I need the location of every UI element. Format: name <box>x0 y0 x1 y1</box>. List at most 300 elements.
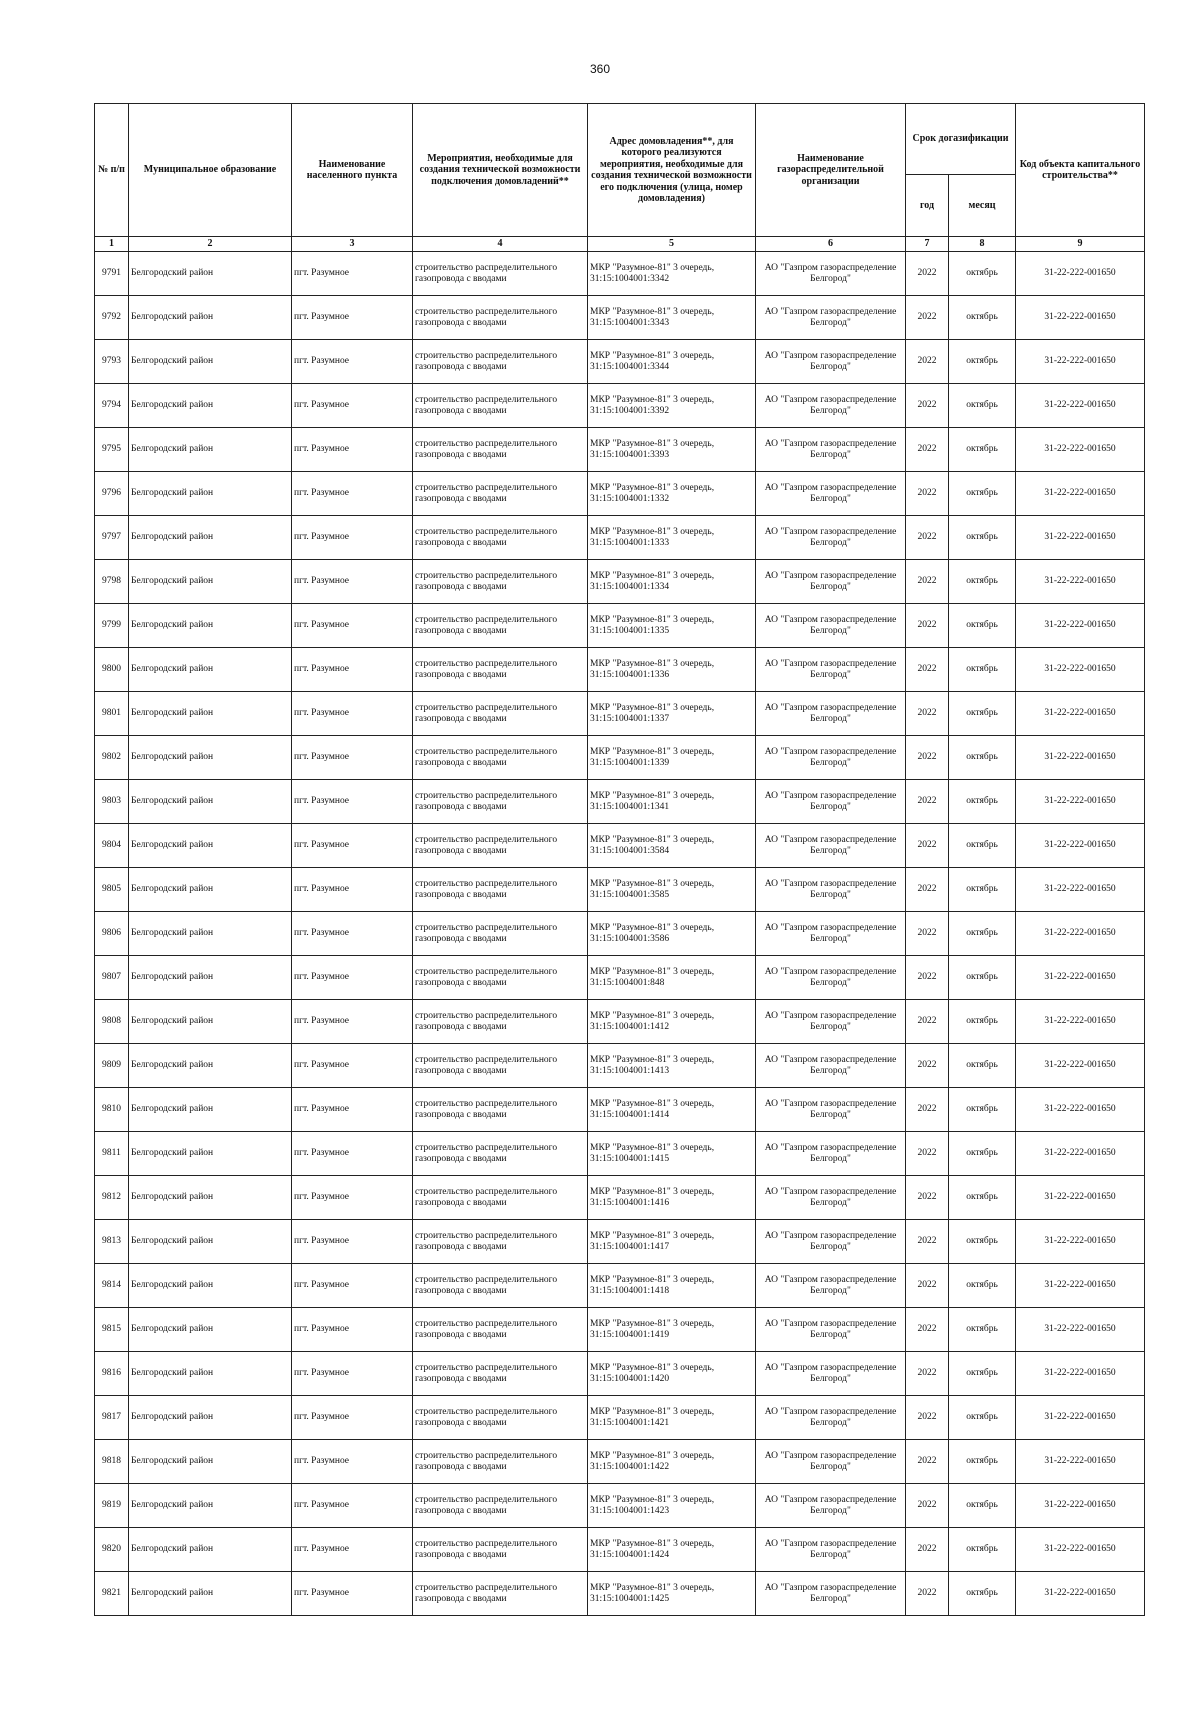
organization-cell: АО "Газпром газораспределение Белгород" <box>756 604 906 648</box>
organization-cell: АО "Газпром газораспределение Белгород" <box>756 1572 906 1616</box>
table-row <box>95 1132 1145 1176</box>
table-row <box>95 868 1145 912</box>
organization-cell: АО "Газпром газораспределение Белгород" <box>756 1220 906 1264</box>
table-row <box>95 1044 1145 1088</box>
settlement-cell: пгт. Разумное <box>292 428 413 472</box>
table-row <box>95 1440 1145 1484</box>
measures-cell: строительство распределительного газопровода с вводами <box>413 780 588 824</box>
address-cell: МКР "Разумное-81" 3 очередь, 31:15:1004001:1333 <box>588 516 756 560</box>
organization-cell: АО "Газпром газораспределение Белгород" <box>756 1000 906 1044</box>
organization-cell: АО "Газпром газораспределение Белгород" <box>756 1308 906 1352</box>
year-cell: 2022 <box>906 1440 949 1484</box>
address-cell: МКР "Разумное-81" 3 очередь, 31:15:1004001:1341 <box>588 780 756 824</box>
organization-cell: АО "Газпром газораспределение Белгород" <box>756 1132 906 1176</box>
column-number: 9 <box>1016 237 1145 252</box>
settlement-cell: пгт. Разумное <box>292 648 413 692</box>
organization-cell: АО "Газпром газораспределение Белгород" <box>756 1044 906 1088</box>
organization-cell: АО "Газпром газораспределение Белгород" <box>756 868 906 912</box>
month-cell: октябрь <box>949 1572 1016 1616</box>
settlement-cell: пгт. Разумное <box>292 1176 413 1220</box>
settlement-cell: пгт. Разумное <box>292 912 413 956</box>
row-number: 9818 <box>95 1440 129 1484</box>
municipality-cell: Белгородский район <box>129 824 292 868</box>
header-row-main <box>95 104 1145 175</box>
row-number: 9792 <box>95 296 129 340</box>
table-row <box>95 736 1145 780</box>
settlement-cell: пгт. Разумное <box>292 252 413 296</box>
month-cell: октябрь <box>949 516 1016 560</box>
column-number: 3 <box>292 237 413 252</box>
measures-cell: строительство распределительного газопровода с вводами <box>413 472 588 516</box>
municipality-cell: Белгородский район <box>129 340 292 384</box>
municipality-cell: Белгородский район <box>129 296 292 340</box>
municipality-cell: Белгородский район <box>129 604 292 648</box>
row-number: 9795 <box>95 428 129 472</box>
organization-cell: АО "Газпром газораспределение Белгород" <box>756 1396 906 1440</box>
year-cell: 2022 <box>906 340 949 384</box>
municipality-cell: Белгородский район <box>129 1572 292 1616</box>
address-cell: МКР "Разумное-81" 3 очередь, 31:15:1004001:1413 <box>588 1044 756 1088</box>
settlement-cell: пгт. Разумное <box>292 1264 413 1308</box>
organization-cell: АО "Газпром газораспределение Белгород" <box>756 516 906 560</box>
municipality-cell: Белгородский район <box>129 1044 292 1088</box>
municipality-cell: Белгородский район <box>129 1484 292 1528</box>
year-cell: 2022 <box>906 736 949 780</box>
year-cell: 2022 <box>906 956 949 1000</box>
address-cell: МКР "Разумное-81" 3 очередь, 31:15:1004001:3584 <box>588 824 756 868</box>
settlement-cell: пгт. Разумное <box>292 1044 413 1088</box>
address-cell: МКР "Разумное-81" 3 очередь, 31:15:1004001:3343 <box>588 296 756 340</box>
measures-cell: строительство распределительного газопровода с вводами <box>413 1440 588 1484</box>
month-cell: октябрь <box>949 868 1016 912</box>
measures-cell: строительство распределительного газопровода с вводами <box>413 384 588 428</box>
settlement-cell: пгт. Разумное <box>292 1528 413 1572</box>
object-code-cell: 31-22-222-001650 <box>1016 1352 1145 1396</box>
year-cell: 2022 <box>906 912 949 956</box>
year-cell: 2022 <box>906 1044 949 1088</box>
measures-cell: строительство распределительного газопровода с вводами <box>413 1088 588 1132</box>
organization-cell: АО "Газпром газораспределение Белгород" <box>756 1352 906 1396</box>
municipality-cell: Белгородский район <box>129 648 292 692</box>
year-cell: 2022 <box>906 1088 949 1132</box>
municipality-cell: Белгородский район <box>129 780 292 824</box>
municipality-cell: Белгородский район <box>129 692 292 736</box>
header-measures: Мероприятия, необходимые для создания технической возможности подключения домовладений** <box>413 104 588 237</box>
year-cell: 2022 <box>906 1132 949 1176</box>
measures-cell: строительство распределительного газопровода с вводами <box>413 956 588 1000</box>
organization-cell: АО "Газпром газораспределение Белгород" <box>756 692 906 736</box>
month-cell: октябрь <box>949 1220 1016 1264</box>
address-cell: МКР "Разумное-81" 3 очередь, 31:15:1004001:3344 <box>588 340 756 384</box>
measures-cell: строительство распределительного газопровода с вводами <box>413 692 588 736</box>
measures-cell: строительство распределительного газопровода с вводами <box>413 868 588 912</box>
object-code-cell: 31-22-222-001650 <box>1016 252 1145 296</box>
header-municipality: Муниципальное образование <box>129 104 292 237</box>
table-row <box>95 824 1145 868</box>
year-cell: 2022 <box>906 1528 949 1572</box>
measures-cell: строительство распределительного газопровода с вводами <box>413 1528 588 1572</box>
table-row <box>95 780 1145 824</box>
table-row <box>95 516 1145 560</box>
address-cell: МКР "Разумное-81" 3 очередь, 31:15:1004001:1421 <box>588 1396 756 1440</box>
address-cell: МКР "Разумное-81" 3 очередь, 31:15:1004001:1337 <box>588 692 756 736</box>
row-number: 9810 <box>95 1088 129 1132</box>
settlement-cell: пгт. Разумное <box>292 1352 413 1396</box>
organization-cell: АО "Газпром газораспределение Белгород" <box>756 780 906 824</box>
year-cell: 2022 <box>906 1308 949 1352</box>
address-cell: МКР "Разумное-81" 3 очередь, 31:15:1004001:1414 <box>588 1088 756 1132</box>
year-cell: 2022 <box>906 1396 949 1440</box>
table-row <box>95 340 1145 384</box>
object-code-cell: 31-22-222-001650 <box>1016 736 1145 780</box>
object-code-cell: 31-22-222-001650 <box>1016 912 1145 956</box>
row-number: 9799 <box>95 604 129 648</box>
object-code-cell: 31-22-222-001650 <box>1016 824 1145 868</box>
municipality-cell: Белгородский район <box>129 1176 292 1220</box>
row-number: 9806 <box>95 912 129 956</box>
month-cell: октябрь <box>949 1132 1016 1176</box>
month-cell: октябрь <box>949 1044 1016 1088</box>
municipality-cell: Белгородский район <box>129 384 292 428</box>
month-cell: октябрь <box>949 428 1016 472</box>
organization-cell: АО "Газпром газораспределение Белгород" <box>756 472 906 516</box>
measures-cell: строительство распределительного газопровода с вводами <box>413 296 588 340</box>
address-cell: МКР "Разумное-81" 3 очередь, 31:15:1004001:3392 <box>588 384 756 428</box>
table-row <box>95 648 1145 692</box>
month-cell: октябрь <box>949 648 1016 692</box>
row-number: 9811 <box>95 1132 129 1176</box>
month-cell: октябрь <box>949 604 1016 648</box>
measures-cell: строительство распределительного газопровода с вводами <box>413 648 588 692</box>
measures-cell: строительство распределительного газопровода с вводами <box>413 1484 588 1528</box>
row-number: 9817 <box>95 1396 129 1440</box>
row-number: 9797 <box>95 516 129 560</box>
table-row <box>95 1220 1145 1264</box>
address-cell: МКР "Разумное-81" 3 очередь, 31:15:1004001:1332 <box>588 472 756 516</box>
month-cell: октябрь <box>949 1000 1016 1044</box>
measures-cell: строительство распределительного газопровода с вводами <box>413 1000 588 1044</box>
address-cell: МКР "Разумное-81" 3 очередь, 31:15:1004001:1416 <box>588 1176 756 1220</box>
table-row <box>95 692 1145 736</box>
header-num: № п/п <box>95 104 129 237</box>
table-row <box>95 1264 1145 1308</box>
row-number: 9802 <box>95 736 129 780</box>
table-header <box>95 104 1145 252</box>
organization-cell: АО "Газпром газораспределение Белгород" <box>756 912 906 956</box>
month-cell: октябрь <box>949 1264 1016 1308</box>
object-code-cell: 31-22-222-001650 <box>1016 1220 1145 1264</box>
organization-cell: АО "Газпром газораспределение Белгород" <box>756 252 906 296</box>
settlement-cell: пгт. Разумное <box>292 340 413 384</box>
address-cell: МКР "Разумное-81" 3 очередь, 31:15:1004001:1415 <box>588 1132 756 1176</box>
object-code-cell: 31-22-222-001650 <box>1016 1000 1145 1044</box>
row-number: 9809 <box>95 1044 129 1088</box>
table-row <box>95 912 1145 956</box>
organization-cell: АО "Газпром газораспределение Белгород" <box>756 560 906 604</box>
address-cell: МКР "Разумное-81" 3 очередь, 31:15:1004001:1419 <box>588 1308 756 1352</box>
year-cell: 2022 <box>906 648 949 692</box>
month-cell: октябрь <box>949 692 1016 736</box>
municipality-cell: Белгородский район <box>129 1352 292 1396</box>
row-number: 9796 <box>95 472 129 516</box>
address-cell: МКР "Разумное-81" 3 очередь, 31:15:1004001:1424 <box>588 1528 756 1572</box>
column-number: 6 <box>756 237 906 252</box>
municipality-cell: Белгородский район <box>129 1308 292 1352</box>
object-code-cell: 31-22-222-001650 <box>1016 1132 1145 1176</box>
row-number: 9812 <box>95 1176 129 1220</box>
municipality-cell: Белгородский район <box>129 1264 292 1308</box>
measures-cell: строительство распределительного газопровода с вводами <box>413 516 588 560</box>
month-cell: октябрь <box>949 1308 1016 1352</box>
year-cell: 2022 <box>906 1572 949 1616</box>
year-cell: 2022 <box>906 384 949 428</box>
organization-cell: АО "Газпром газораспределение Белгород" <box>756 824 906 868</box>
settlement-cell: пгт. Разумное <box>292 604 413 648</box>
table-row <box>95 1088 1145 1132</box>
row-number: 9798 <box>95 560 129 604</box>
settlement-cell: пгт. Разумное <box>292 736 413 780</box>
year-cell: 2022 <box>906 868 949 912</box>
organization-cell: АО "Газпром газораспределение Белгород" <box>756 1528 906 1572</box>
column-number: 4 <box>413 237 588 252</box>
measures-cell: строительство распределительного газопровода с вводами <box>413 736 588 780</box>
month-cell: октябрь <box>949 472 1016 516</box>
table-row <box>95 1572 1145 1616</box>
column-number: 8 <box>949 237 1016 252</box>
column-number: 5 <box>588 237 756 252</box>
column-number: 2 <box>129 237 292 252</box>
table-row <box>95 956 1145 1000</box>
month-cell: октябрь <box>949 1484 1016 1528</box>
table-row <box>95 252 1145 296</box>
year-cell: 2022 <box>906 1176 949 1220</box>
table-row <box>95 1396 1145 1440</box>
settlement-cell: пгт. Разумное <box>292 824 413 868</box>
address-cell: МКР "Разумное-81" 3 очередь, 31:15:1004001:3585 <box>588 868 756 912</box>
municipality-cell: Белгородский район <box>129 1528 292 1572</box>
address-cell: МКР "Разумное-81" 3 очередь, 31:15:1004001:1423 <box>588 1484 756 1528</box>
row-number: 9801 <box>95 692 129 736</box>
organization-cell: АО "Газпром газораспределение Белгород" <box>756 296 906 340</box>
object-code-cell: 31-22-222-001650 <box>1016 296 1145 340</box>
year-cell: 2022 <box>906 516 949 560</box>
address-cell: МКР "Разумное-81" 3 очередь, 31:15:1004001:1335 <box>588 604 756 648</box>
month-cell: октябрь <box>949 252 1016 296</box>
organization-cell: АО "Газпром газораспределение Белгород" <box>756 1440 906 1484</box>
table-row <box>95 1484 1145 1528</box>
organization-cell: АО "Газпром газораспределение Белгород" <box>756 428 906 472</box>
object-code-cell: 31-22-222-001650 <box>1016 1572 1145 1616</box>
year-cell: 2022 <box>906 1352 949 1396</box>
settlement-cell: пгт. Разумное <box>292 1396 413 1440</box>
row-number: 9791 <box>95 252 129 296</box>
column-number: 1 <box>95 237 129 252</box>
year-cell: 2022 <box>906 252 949 296</box>
organization-cell: АО "Газпром газораспределение Белгород" <box>756 1088 906 1132</box>
settlement-cell: пгт. Разумное <box>292 296 413 340</box>
settlement-cell: пгт. Разумное <box>292 1220 413 1264</box>
row-number: 9814 <box>95 1264 129 1308</box>
year-cell: 2022 <box>906 428 949 472</box>
year-cell: 2022 <box>906 560 949 604</box>
municipality-cell: Белгородский район <box>129 428 292 472</box>
municipality-cell: Белгородский район <box>129 1088 292 1132</box>
municipality-cell: Белгородский район <box>129 1440 292 1484</box>
table-row <box>95 560 1145 604</box>
table-row <box>95 1352 1145 1396</box>
municipality-cell: Белгородский район <box>129 868 292 912</box>
municipality-cell: Белгородский район <box>129 1132 292 1176</box>
municipality-cell: Белгородский район <box>129 560 292 604</box>
row-number: 9820 <box>95 1528 129 1572</box>
organization-cell: АО "Газпром газораспределение Белгород" <box>756 340 906 384</box>
municipality-cell: Белгородский район <box>129 1396 292 1440</box>
header-term: Срок догазификации <box>906 104 1016 175</box>
address-cell: МКР "Разумное-81" 3 очередь, 31:15:1004001:3586 <box>588 912 756 956</box>
organization-cell: АО "Газпром газораспределение Белгород" <box>756 384 906 428</box>
row-number: 9808 <box>95 1000 129 1044</box>
measures-cell: строительство распределительного газопровода с вводами <box>413 1572 588 1616</box>
year-cell: 2022 <box>906 824 949 868</box>
object-code-cell: 31-22-222-001650 <box>1016 648 1145 692</box>
table-row <box>95 428 1145 472</box>
settlement-cell: пгт. Разумное <box>292 692 413 736</box>
municipality-cell: Белгородский район <box>129 956 292 1000</box>
settlement-cell: пгт. Разумное <box>292 1440 413 1484</box>
measures-cell: строительство распределительного газопровода с вводами <box>413 1176 588 1220</box>
year-cell: 2022 <box>906 296 949 340</box>
address-cell: МКР "Разумное-81" 3 очередь, 31:15:1004001:1425 <box>588 1572 756 1616</box>
row-number: 9821 <box>95 1572 129 1616</box>
address-cell: МКР "Разумное-81" 3 очередь, 31:15:1004001:848 <box>588 956 756 1000</box>
organization-cell: АО "Газпром газораспределение Белгород" <box>756 648 906 692</box>
municipality-cell: Белгородский район <box>129 736 292 780</box>
row-number: 9794 <box>95 384 129 428</box>
address-cell: МКР "Разумное-81" 3 очередь, 31:15:1004001:1339 <box>588 736 756 780</box>
header-year: год <box>906 175 949 237</box>
row-number: 9800 <box>95 648 129 692</box>
object-code-cell: 31-22-222-001650 <box>1016 692 1145 736</box>
organization-cell: АО "Газпром газораспределение Белгород" <box>756 1176 906 1220</box>
object-code-cell: 31-22-222-001650 <box>1016 1484 1145 1528</box>
month-cell: октябрь <box>949 736 1016 780</box>
table-row <box>95 604 1145 648</box>
measures-cell: строительство распределительного газопровода с вводами <box>413 1044 588 1088</box>
object-code-cell: 31-22-222-001650 <box>1016 1088 1145 1132</box>
header-organization: Наименование газораспределительной организации <box>756 104 906 237</box>
row-number: 9803 <box>95 780 129 824</box>
month-cell: октябрь <box>949 384 1016 428</box>
settlement-cell: пгт. Разумное <box>292 516 413 560</box>
settlement-cell: пгт. Разумное <box>292 1484 413 1528</box>
address-cell: МКР "Разумное-81" 3 очередь, 31:15:1004001:1420 <box>588 1352 756 1396</box>
object-code-cell: 31-22-222-001650 <box>1016 1396 1145 1440</box>
month-cell: октябрь <box>949 824 1016 868</box>
settlement-cell: пгт. Разумное <box>292 1572 413 1616</box>
measures-cell: строительство распределительного газопровода с вводами <box>413 604 588 648</box>
address-cell: МКР "Разумное-81" 3 очередь, 31:15:1004001:1334 <box>588 560 756 604</box>
year-cell: 2022 <box>906 692 949 736</box>
year-cell: 2022 <box>906 1220 949 1264</box>
year-cell: 2022 <box>906 472 949 516</box>
table-row <box>95 384 1145 428</box>
month-cell: октябрь <box>949 956 1016 1000</box>
month-cell: октябрь <box>949 560 1016 604</box>
address-cell: МКР "Разумное-81" 3 очередь, 31:15:1004001:1418 <box>588 1264 756 1308</box>
month-cell: октябрь <box>949 1396 1016 1440</box>
settlement-cell: пгт. Разумное <box>292 1088 413 1132</box>
gasification-register-table <box>94 103 1145 1616</box>
header-month: месяц <box>949 175 1016 237</box>
measures-cell: строительство распределительного газопровода с вводами <box>413 1220 588 1264</box>
settlement-cell: пгт. Разумное <box>292 1132 413 1176</box>
month-cell: октябрь <box>949 340 1016 384</box>
municipality-cell: Белгородский район <box>129 912 292 956</box>
address-cell: МКР "Разумное-81" 3 очередь, 31:15:1004001:1422 <box>588 1440 756 1484</box>
year-cell: 2022 <box>906 604 949 648</box>
month-cell: октябрь <box>949 296 1016 340</box>
address-cell: МКР "Разумное-81" 3 очередь, 31:15:1004001:1336 <box>588 648 756 692</box>
table-row <box>95 1528 1145 1572</box>
table-row <box>95 1308 1145 1352</box>
object-code-cell: 31-22-222-001650 <box>1016 604 1145 648</box>
object-code-cell: 31-22-222-001650 <box>1016 472 1145 516</box>
header-address: Адрес домовладения**, для которого реализуются мероприятия, необходимые для создания технической возможности его подключения (улица, номер домовладения) <box>588 104 756 237</box>
settlement-cell: пгт. Разумное <box>292 384 413 428</box>
table-row <box>95 1176 1145 1220</box>
measures-cell: строительство распределительного газопровода с вводами <box>413 824 588 868</box>
row-number: 9793 <box>95 340 129 384</box>
year-cell: 2022 <box>906 1484 949 1528</box>
address-cell: МКР "Разумное-81" 3 очередь, 31:15:1004001:1417 <box>588 1220 756 1264</box>
object-code-cell: 31-22-222-001650 <box>1016 956 1145 1000</box>
row-number: 9816 <box>95 1352 129 1396</box>
object-code-cell: 31-22-222-001650 <box>1016 1176 1145 1220</box>
object-code-cell: 31-22-222-001650 <box>1016 1308 1145 1352</box>
organization-cell: АО "Газпром газораспределение Белгород" <box>756 1264 906 1308</box>
year-cell: 2022 <box>906 1000 949 1044</box>
year-cell: 2022 <box>906 1264 949 1308</box>
measures-cell: строительство распределительного газопровода с вводами <box>413 912 588 956</box>
settlement-cell: пгт. Разумное <box>292 868 413 912</box>
object-code-cell: 31-22-222-001650 <box>1016 1440 1145 1484</box>
object-code-cell: 31-22-222-001650 <box>1016 1528 1145 1572</box>
municipality-cell: Белгородский район <box>129 252 292 296</box>
object-code-cell: 31-22-222-001650 <box>1016 780 1145 824</box>
settlement-cell: пгт. Разумное <box>292 472 413 516</box>
object-code-cell: 31-22-222-001650 <box>1016 340 1145 384</box>
measures-cell: строительство распределительного газопровода с вводами <box>413 252 588 296</box>
municipality-cell: Белгородский район <box>129 1220 292 1264</box>
row-number: 9819 <box>95 1484 129 1528</box>
page-number: 360 <box>589 62 611 76</box>
table-body <box>95 252 1145 1616</box>
row-number: 9815 <box>95 1308 129 1352</box>
settlement-cell: пгт. Разумное <box>292 1000 413 1044</box>
row-number: 9813 <box>95 1220 129 1264</box>
municipality-cell: Белгородский район <box>129 516 292 560</box>
month-cell: октябрь <box>949 780 1016 824</box>
address-cell: МКР "Разумное-81" 3 очередь, 31:15:1004001:3393 <box>588 428 756 472</box>
month-cell: октябрь <box>949 1352 1016 1396</box>
measures-cell: строительство распределительного газопровода с вводами <box>413 1132 588 1176</box>
measures-cell: строительство распределительного газопровода с вводами <box>413 1396 588 1440</box>
object-code-cell: 31-22-222-001650 <box>1016 428 1145 472</box>
table-row <box>95 296 1145 340</box>
settlement-cell: пгт. Разумное <box>292 560 413 604</box>
row-number: 9804 <box>95 824 129 868</box>
municipality-cell: Белгородский район <box>129 472 292 516</box>
